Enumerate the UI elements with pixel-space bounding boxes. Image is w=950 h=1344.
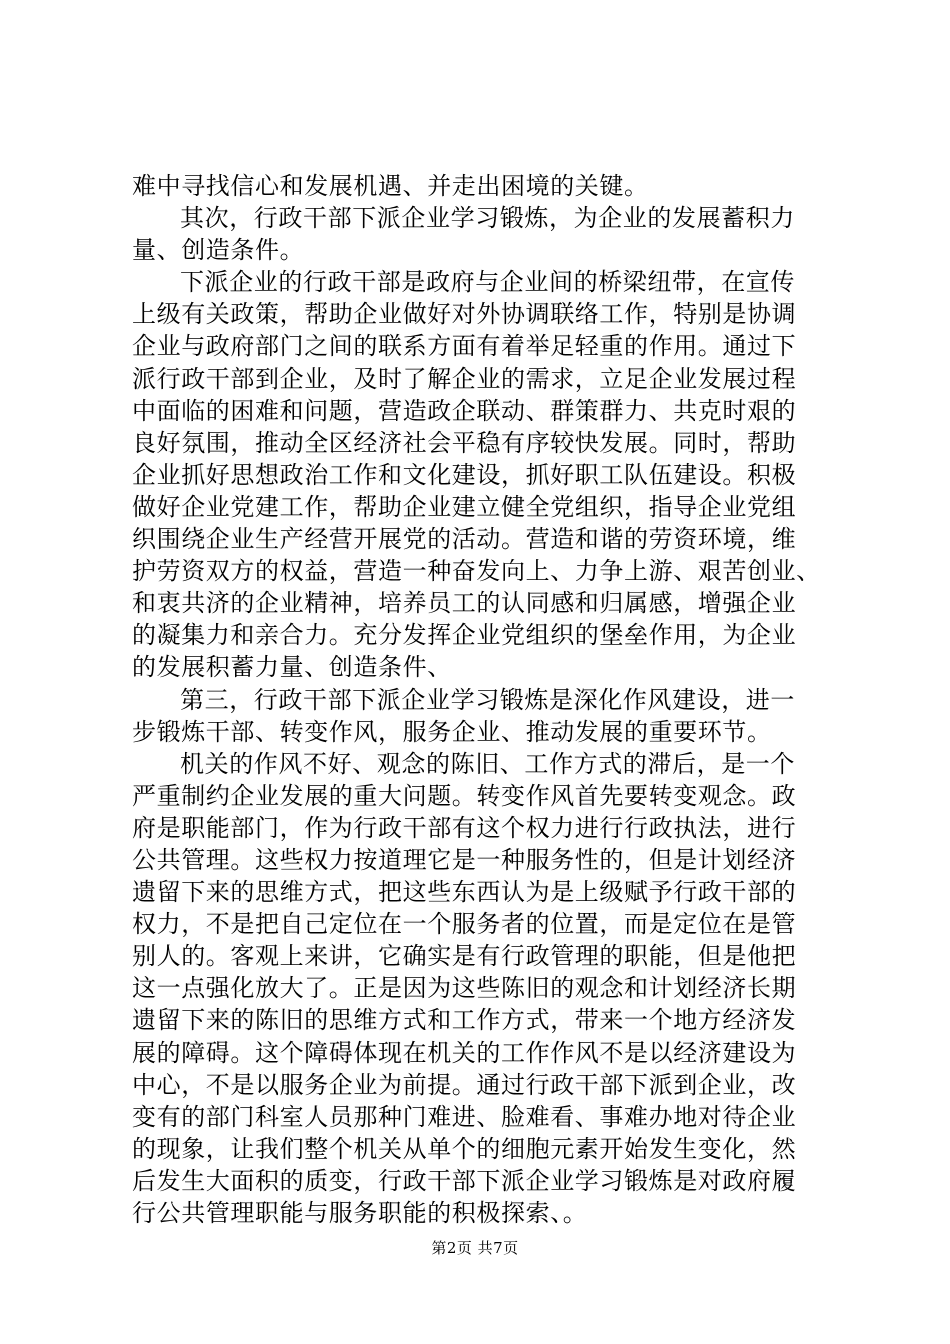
page-footer: 第2页 共7页 [431,1239,519,1257]
text-line: 权力，不是把自己定位在一个服务者的位置，而是定位在是管 [132,910,797,939]
text-line: 和衷共济的企业精神，培养员工的认同感和归属感，增强企业 [132,589,797,618]
text-line: 的发展积蓄力量、创造条件、 [132,653,452,682]
text-line: 做好企业党建工作，帮助企业建立健全党组织，指导企业党组 [132,492,797,521]
text-line: 行公共管理职能与服务职能的积极探索、。 [132,1199,588,1227]
text-line: 第三，行政干部下派企业学习锻炼是深化作风建设，进一 [180,685,795,714]
text-line: 府是职能部门，作为行政干部有这个权力进行行政执法，进行 [132,813,797,842]
text-line: 的现象，让我们整个机关从单个的细胞元素开始发生变化，然 [132,1134,797,1163]
text-line: 良好氛围，推动全区经济社会平稳有序较快发展。同时，帮助 [132,428,797,457]
text-line: 派行政干部到企业，及时了解企业的需求，立足企业发展过程 [132,364,797,393]
text-line: 的凝集力和亲合力。充分发挥企业党组织的堡垒作用，为企业 [132,621,797,650]
text-line: 量、创造条件。 [132,236,305,265]
text-line: 展的障碍。这个障碍体现在机关的工作作风不是以经济建设为 [132,1038,797,1067]
text-line: 织围绕企业生产经营开展党的活动。营造和谐的劳资环境，维 [132,525,797,554]
text-line: 中心，不是以服务企业为前提。通过行政干部下派到企业，改 [132,1070,797,1099]
text-line: 机关的作风不好、观念的陈旧、工作方式的滞后，是一个 [180,749,795,778]
text-line: 护劳资双方的权益，营造一种奋发向上、力争上游、艰苦创业、 [132,557,821,586]
document-body [132,170,832,1229]
text-line: 别人的。客观上来讲，它确实是有行政管理的职能，但是他把 [132,942,797,971]
text-line: 这一点强化放大了。正是因为这些陈旧的观念和计划经济长期 [132,974,797,1003]
text-line: 其次，行政干部下派企业学习锻炼，为企业的发展蓄积力 [180,204,795,233]
text-line: 变有的部门科室人员那种门难进、脸难看、事难办地对待企业 [132,1102,797,1131]
text-line: 下派企业的行政干部是政府与企业间的桥梁纽带，在宣传 [180,268,795,297]
text-line: 上级有关政策，帮助企业做好对外协调联络工作，特别是协调 [132,300,797,329]
text-line: 严重制约企业发展的重大问题。转变作风首先要转变观念。政 [132,781,797,810]
text-line: 企业抓好思想政治工作和文化建设，抓好职工队伍建设。积极 [132,460,797,489]
text-line: 步锻炼干部、转变作风，服务企业、推动发展的重要环节。 [132,717,772,746]
text-line: 遗留下来的思维方式，把这些东西认为是上级赋予行政干部的 [132,878,797,907]
text-line: 后发生大面积的质变，行政干部下派企业学习锻炼是对政府履 [132,1166,797,1195]
text-line: 公共管理。这些权力按道理它是一种服务性的，但是计划经济 [132,845,797,874]
text-line: 中面临的困难和问题，营造政企联动、群策群力、共克时艰的 [132,396,797,425]
text-line: 难中寻找信心和发展机遇、并走出困境的关键。 [132,172,649,200]
text-line: 遗留下来的陈旧的思维方式和工作方式，带来一个地方经济发 [132,1006,797,1035]
text-line: 企业与政府部门之间的联系方面有着举足轻重的作用。通过下 [132,332,797,361]
